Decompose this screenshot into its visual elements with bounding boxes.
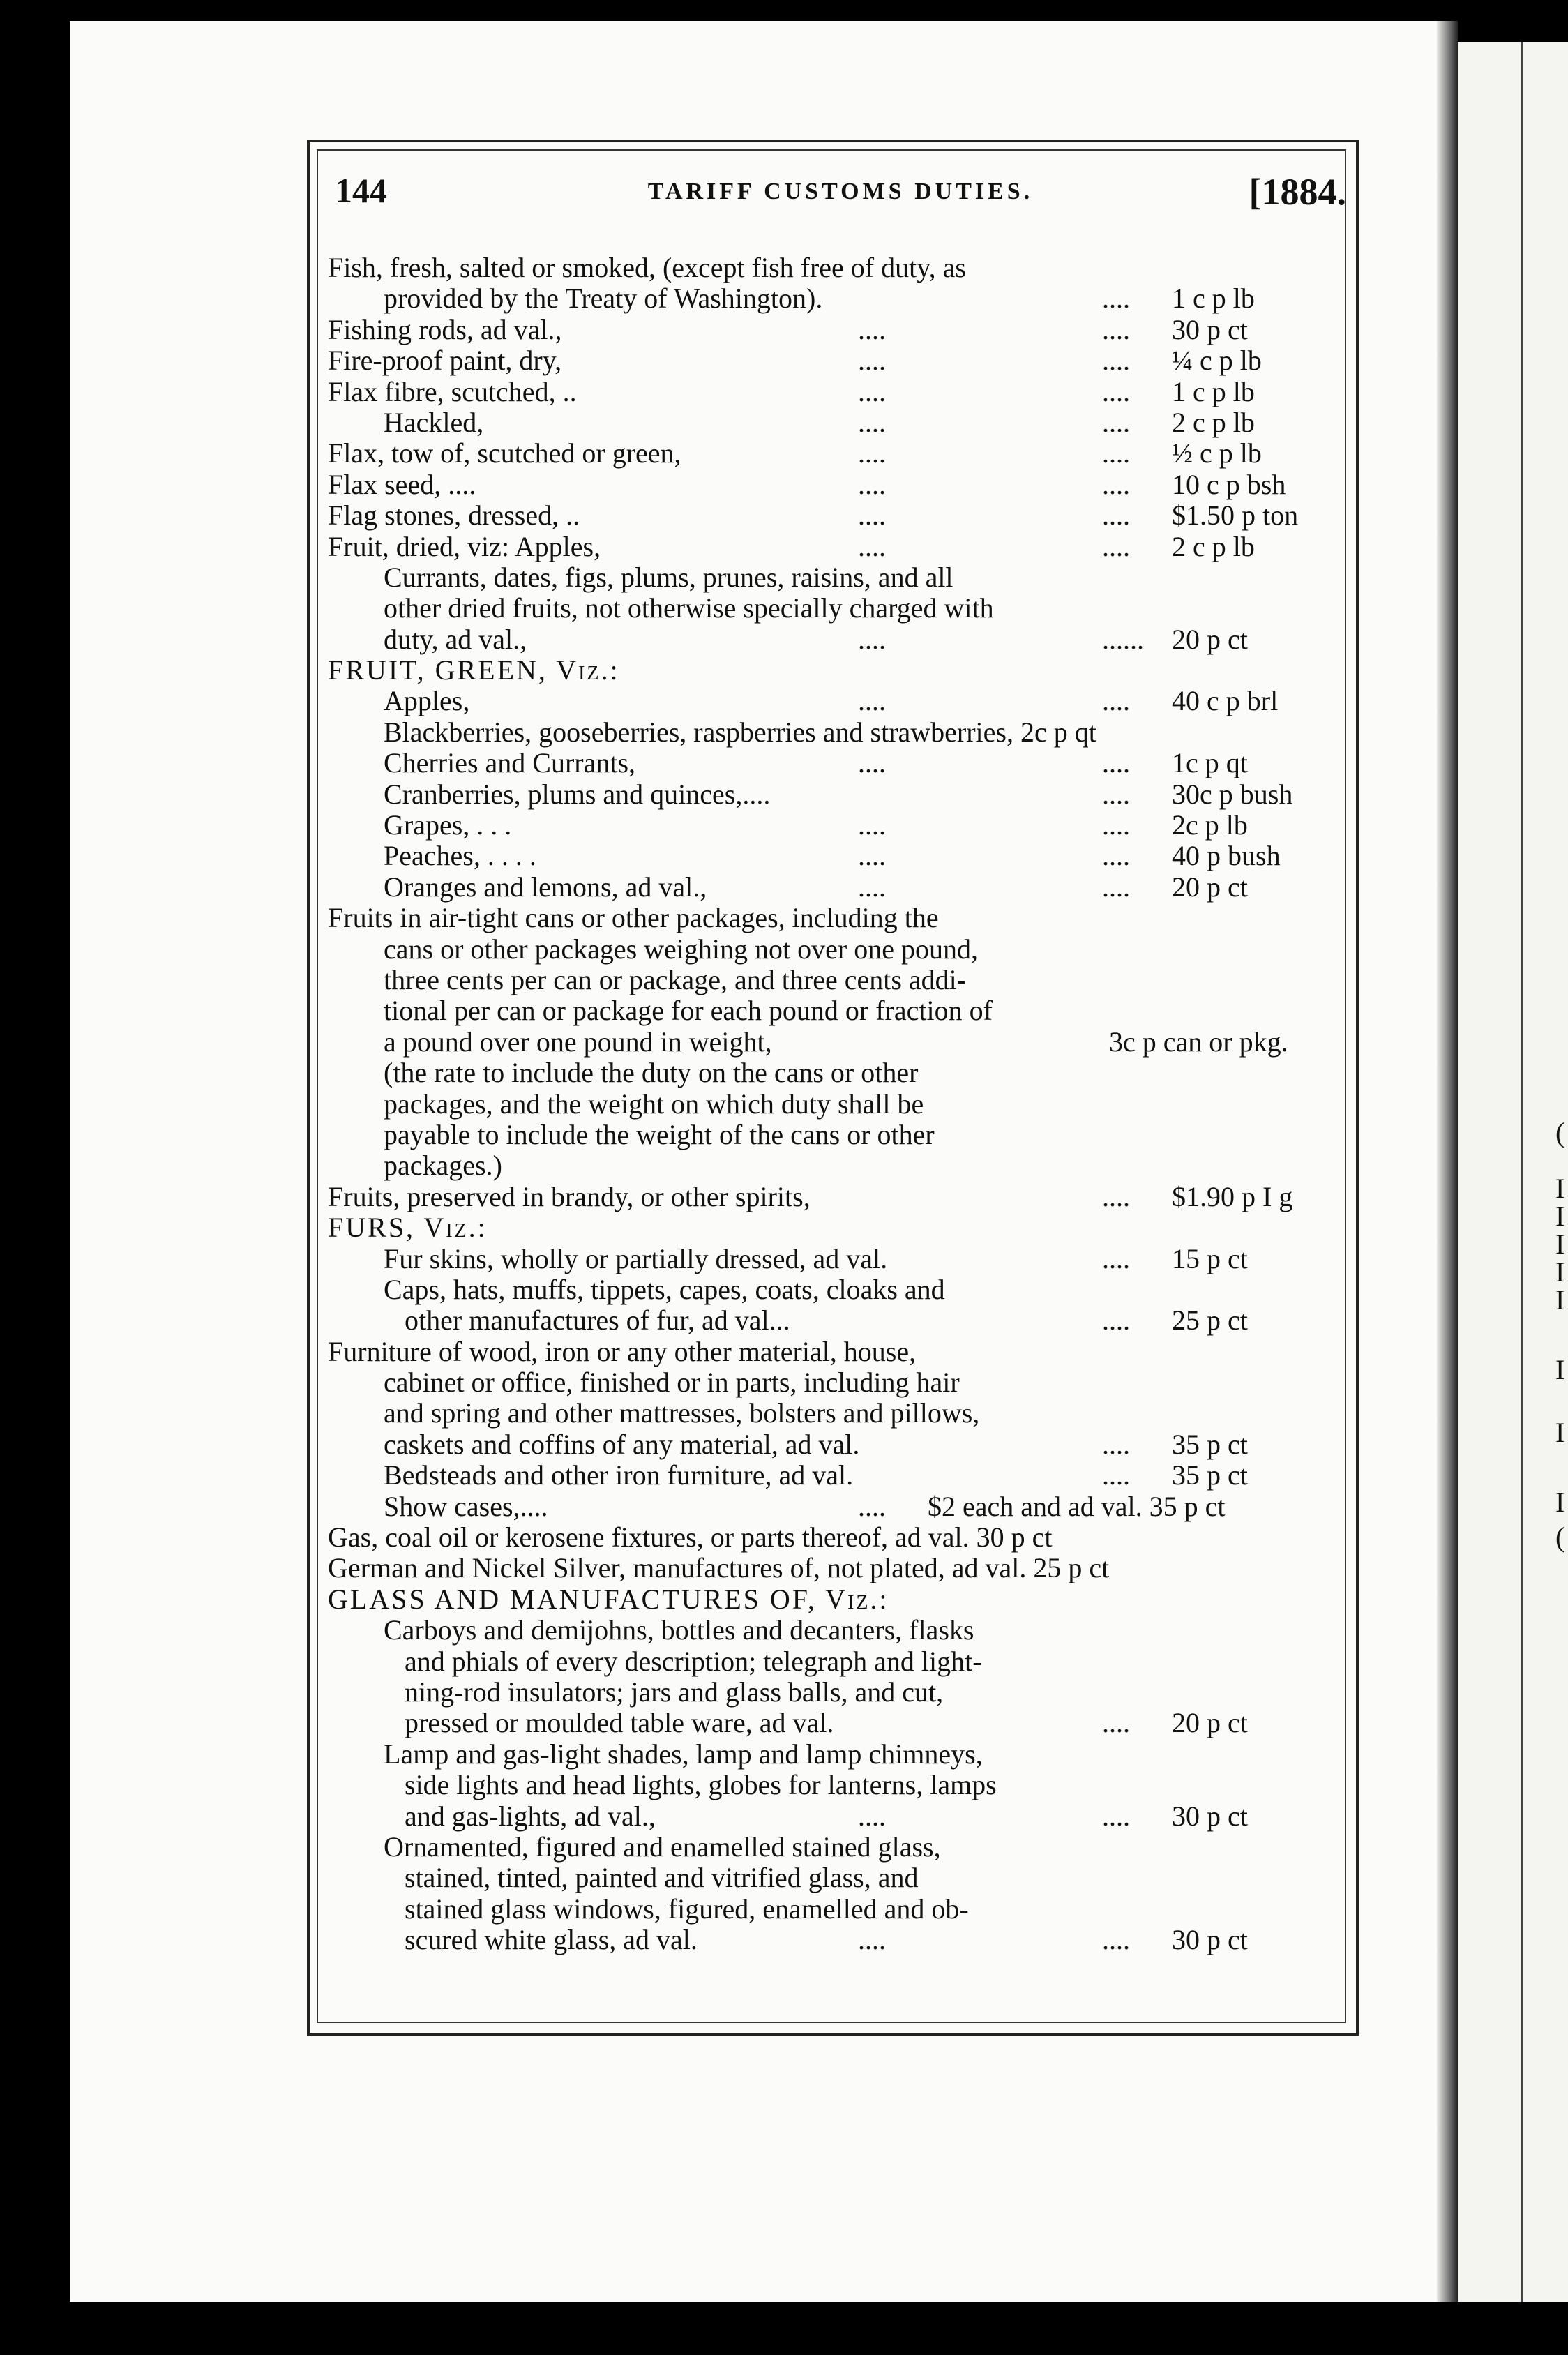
- tariff-line: [328, 1398, 1346, 1429]
- next-page-glyph: (: [1555, 1117, 1565, 1148]
- leader-dots: ....: [858, 747, 886, 779]
- tariff-line: [328, 1429, 1346, 1460]
- item-text: pressed or moulded table ware, ad val.: [405, 1707, 834, 1739]
- item-text: Fishing rods, ad val.,: [328, 313, 562, 345]
- tariff-line: [328, 1770, 1346, 1800]
- item-text: Carboys and demijohns, bottles and decanters, flasks: [384, 1614, 974, 1646]
- leader-dots: ....: [858, 840, 886, 872]
- tariff-line: [328, 1894, 1346, 1925]
- item-text: and gas-lights, ad val.,: [405, 1800, 656, 1832]
- duty-rate: 35 p ct: [1172, 1459, 1248, 1491]
- tariff-line: [328, 872, 1346, 903]
- duty-rate: 2 c p lb: [1172, 406, 1255, 438]
- tariff-line: [328, 1832, 1346, 1863]
- tariff-line: [328, 841, 1346, 871]
- item-text: Apples,: [384, 685, 470, 717]
- leader-dots: ......: [1102, 623, 1144, 655]
- running-title: TARIFF CUSTOMS DUTIES.: [647, 179, 1034, 204]
- item-text: German and Nickel Silver, manufactures of, not plated, ad val. 25 p ct: [328, 1552, 1110, 1584]
- duty-rate: 30 p ct: [1172, 1800, 1248, 1832]
- tariff-line: [328, 377, 1346, 407]
- tariff-line: [328, 1615, 1346, 1646]
- item-text: (the rate to include the duty on the cans or other: [384, 1057, 919, 1089]
- next-page-glyph: I: [1555, 1228, 1565, 1260]
- leader-dots: ....: [1102, 871, 1130, 903]
- item-text: Fruits in air-tight cans or other packages, including the: [328, 902, 939, 934]
- tariff-line: [328, 1212, 1346, 1243]
- item-text: stained glass windows, figured, enamelled and ob-: [405, 1893, 969, 1925]
- item-text: cans or other packages weighing not over one pound,: [384, 933, 978, 965]
- item-text: Ornamented, figured and enamelled stained glass,: [384, 1830, 941, 1863]
- item-text: side lights and head lights, globes for lanterns, lamps: [405, 1769, 997, 1801]
- tariff-line: [328, 1491, 1346, 1522]
- leader-dots: ....: [1102, 313, 1130, 345]
- item-text: and spring and other mattresses, bolsters and pillows,: [384, 1397, 980, 1429]
- item-text: Fire-proof paint, dry,: [328, 345, 562, 377]
- duty-rate: 30 p ct: [1172, 313, 1248, 345]
- item-text: Fur skins, wholly or partially dressed, ad val.: [384, 1242, 888, 1274]
- duty-rate: 20 p ct: [1172, 871, 1248, 903]
- leader-dots: ....: [1102, 809, 1130, 841]
- duty-rate: ¼ c p lb: [1172, 345, 1262, 377]
- item-text: and phials of every description; telegraph and light-: [405, 1645, 982, 1677]
- duty-rate: 20 p ct: [1172, 623, 1248, 655]
- tariff-line: [328, 469, 1346, 500]
- tariff-line: [328, 345, 1346, 376]
- section-heading: FRUIT, GREEN, Viz.:: [328, 654, 620, 686]
- item-text: ning-rod insulators; jars and glass balls, and cut,: [405, 1676, 944, 1708]
- item-text: Furniture of wood, iron or any other material, house,: [328, 1335, 917, 1367]
- leader-dots: ....: [1102, 1428, 1130, 1460]
- tariff-line: [328, 1646, 1346, 1677]
- page-number: 144: [335, 171, 387, 210]
- tariff-line: [328, 438, 1346, 469]
- tariff-line: [328, 779, 1346, 810]
- leader-dots: ....: [1102, 747, 1130, 779]
- item-text: Oranges and lemons, ad val.,: [384, 871, 707, 903]
- leader-dots: ....: [1102, 1242, 1130, 1274]
- tariff-line: [328, 1739, 1346, 1770]
- tariff-line: [328, 1182, 1346, 1212]
- leader-dots: ....: [1102, 530, 1130, 562]
- tariff-line: [328, 1274, 1346, 1305]
- tariff-line: [328, 934, 1346, 965]
- leader-dots: ....: [1102, 685, 1130, 717]
- item-text: three cents per can or package, and three cents addi-: [384, 963, 967, 995]
- leader-dots: ....: [858, 871, 886, 903]
- tariff-line: [328, 1337, 1346, 1367]
- leader-dots: ....: [1102, 1800, 1130, 1832]
- item-text: duty, ad val.,: [384, 623, 527, 655]
- tariff-line: [328, 1244, 1346, 1274]
- item-text: other manufactures of fur, ad val...: [405, 1304, 790, 1337]
- leader-dots: ....: [858, 530, 886, 562]
- item-text: Lamp and gas-light shades, lamp and lamp chimneys,: [384, 1738, 983, 1770]
- leader-dots: ....: [1102, 1707, 1130, 1739]
- item-text: packages.): [384, 1150, 502, 1182]
- duty-rate: 1c p qt: [1172, 747, 1248, 779]
- item-text: Fruit, dried, viz: Apples,: [328, 530, 601, 562]
- tariff-line: [328, 315, 1346, 345]
- tariff-line: [328, 655, 1346, 686]
- item-text: Fish, fresh, salted or smoked, (except fish free of duty, as: [328, 252, 966, 283]
- next-page-border: [1521, 42, 1528, 2302]
- tariff-line: [328, 1460, 1346, 1491]
- item-text: cabinet or office, finished or in parts, including hair: [384, 1367, 960, 1399]
- tariff-line: [328, 1150, 1346, 1181]
- tariff-line: [328, 965, 1346, 995]
- item-text: Cranberries, plums and quinces,....: [384, 778, 771, 810]
- section-heading: FURS, Viz.:: [328, 1212, 488, 1244]
- item-text: other dried fruits, not otherwise specially charged with: [384, 592, 994, 624]
- item-text: payable to include the weight of the cans or other: [384, 1118, 935, 1150]
- item-text: packages, and the weight on which duty shall be: [384, 1088, 924, 1120]
- leader-dots: ....: [858, 406, 886, 438]
- tariff-line: [328, 253, 1346, 283]
- next-page-glyph: I: [1555, 1201, 1565, 1232]
- duty-rate: ½ c p lb: [1172, 437, 1262, 469]
- item-text: Bedsteads and other iron furniture, ad val.: [384, 1459, 854, 1491]
- leader-dots: ....: [858, 499, 886, 532]
- leader-dots: ....: [858, 1490, 886, 1522]
- tariff-line: [328, 903, 1346, 933]
- item-text: Show cases,....: [384, 1490, 548, 1522]
- item-text: Fruits, preserved in brandy, or other spirits,: [328, 1180, 811, 1212]
- next-page-glyph: I: [1555, 1256, 1565, 1288]
- tariff-line: [328, 1522, 1346, 1553]
- leader-dots: ....: [858, 468, 886, 500]
- item-text: tional per can or package for each pound or fraction of: [384, 995, 993, 1027]
- tariff-line: [328, 810, 1346, 841]
- item-text: Blackberries, gooseberries, raspberries and strawberries, 2c p qt: [384, 716, 1096, 748]
- duty-rate: 25 p ct: [1172, 1304, 1248, 1337]
- item-text: Flag stones, dressed, ..: [328, 499, 580, 532]
- leader-dots: ....: [858, 437, 886, 469]
- tariff-line: [328, 500, 1346, 531]
- tariff-line: [328, 995, 1346, 1026]
- next-page-glyph: (: [1555, 1521, 1565, 1553]
- leader-dots: ....: [1102, 1459, 1130, 1491]
- item-text: Flax fibre, scutched, ..: [328, 375, 577, 407]
- leader-dots: ....: [1102, 437, 1130, 469]
- leader-dots: ....: [1102, 406, 1130, 438]
- tariff-line: [328, 283, 1346, 314]
- duty-rate: 2c p lb: [1172, 809, 1248, 841]
- item-text: Hackled,: [384, 406, 484, 438]
- duty-rate: 1 c p lb: [1172, 375, 1255, 407]
- leader-dots: ....: [1102, 778, 1130, 810]
- item-text: Currants, dates, figs, plums, prunes, raisins, and all: [384, 561, 953, 593]
- tariff-line: [328, 624, 1346, 655]
- leader-dots: ....: [858, 809, 886, 841]
- leader-dots: ....: [1102, 345, 1130, 377]
- leader-dots: ....: [1102, 840, 1130, 872]
- tariff-line: [328, 1553, 1346, 1583]
- duty-rate: $2 each and ad val. 35 p ct: [928, 1490, 1226, 1522]
- year-label: [1884.: [1249, 171, 1346, 213]
- item-text: Caps, hats, muffs, tippets, capes, coats, cloaks and: [384, 1273, 945, 1305]
- leader-dots: ....: [858, 685, 886, 717]
- item-text: stained, tinted, painted and vitrified glass, and: [405, 1862, 919, 1894]
- tariff-line: [328, 532, 1346, 562]
- tariff-line: [328, 1089, 1346, 1120]
- leader-dots: ....: [858, 313, 886, 345]
- book-spine: [1437, 21, 1458, 2302]
- tariff-line: [328, 593, 1346, 624]
- item-text: Cherries and Currants,: [384, 747, 636, 779]
- item-text: a pound over one pound in weight,: [384, 1025, 772, 1058]
- leader-dots: ....: [1102, 375, 1130, 407]
- tariff-line: [328, 1925, 1346, 1955]
- leader-dots: ....: [858, 1800, 886, 1832]
- item-text: Flax seed, ....: [328, 468, 476, 500]
- next-page-glyph: I: [1555, 1354, 1565, 1385]
- next-page-edge: [1458, 42, 1568, 2302]
- duty-rate: 2 c p lb: [1172, 530, 1255, 562]
- item-text: Gas, coal oil or kerosene fixtures, or parts thereof, ad val. 30 p ct: [328, 1521, 1053, 1553]
- duty-rate: 10 c p bsh: [1172, 468, 1286, 500]
- tariff-line: [328, 1058, 1346, 1088]
- tariff-line: [328, 407, 1346, 438]
- item-text: Flax, tow of, scutched or green,: [328, 437, 681, 469]
- tariff-line: [328, 562, 1346, 593]
- item-text: Grapes, . . .: [384, 809, 512, 841]
- duty-rate: 40 c p brl: [1172, 685, 1279, 717]
- leader-dots: ....: [1102, 1180, 1130, 1212]
- next-page-glyph: I: [1555, 1487, 1565, 1518]
- leader-dots: ....: [1102, 1304, 1130, 1337]
- tariff-line: [328, 1367, 1346, 1398]
- item-text: scured white glass, ad val.: [405, 1924, 698, 1956]
- duty-rate: 20 p ct: [1172, 1707, 1248, 1739]
- tariff-line: [328, 1120, 1346, 1150]
- running-header: [328, 167, 1353, 223]
- tariff-list: [328, 253, 1346, 1955]
- tariff-line: [328, 686, 1346, 716]
- leader-dots: ....: [858, 1924, 886, 1956]
- tariff-line: [328, 1027, 1346, 1058]
- leader-dots: ....: [1102, 499, 1130, 532]
- leader-dots: ....: [1102, 1924, 1130, 1956]
- leader-dots: ....: [858, 345, 886, 377]
- next-page-glyph: I: [1555, 1417, 1565, 1448]
- tariff-line: [328, 1863, 1346, 1893]
- section-heading: GLASS AND MANUFACTURES OF, Viz.:: [328, 1583, 889, 1615]
- next-page-glyph: I: [1555, 1173, 1565, 1204]
- tariff-line: [328, 1677, 1346, 1708]
- tariff-line: [328, 717, 1346, 748]
- tariff-line: [328, 1801, 1346, 1832]
- tariff-line: [328, 1708, 1346, 1738]
- duty-rate: 30 p ct: [1172, 1924, 1248, 1956]
- leader-dots: ....: [858, 623, 886, 655]
- tariff-line: [328, 1305, 1346, 1336]
- leader-dots: ....: [1102, 468, 1130, 500]
- item-text: provided by the Treaty of Washington).: [384, 283, 823, 315]
- next-page-glyph: I: [1555, 1284, 1565, 1316]
- item-text: caskets and coffins of any material, ad val.: [384, 1428, 860, 1460]
- tariff-line: [328, 748, 1346, 778]
- leader-dots: ....: [1102, 283, 1130, 315]
- duty-rate: 1 c p lb: [1172, 283, 1255, 315]
- duty-rate: 15 p ct: [1172, 1242, 1248, 1274]
- leader-dots: ....: [858, 375, 886, 407]
- duty-rate: 3c p can or pkg.: [1109, 1025, 1288, 1058]
- duty-rate: 30c p bush: [1172, 778, 1293, 810]
- duty-rate: 40 p bush: [1172, 840, 1281, 872]
- duty-rate: 35 p ct: [1172, 1428, 1248, 1460]
- duty-rate: $1.50 p ton: [1172, 499, 1299, 532]
- tariff-line: [328, 1584, 1346, 1615]
- duty-rate: $1.90 p I g: [1172, 1180, 1293, 1212]
- item-text: Peaches, . . . .: [384, 840, 536, 872]
